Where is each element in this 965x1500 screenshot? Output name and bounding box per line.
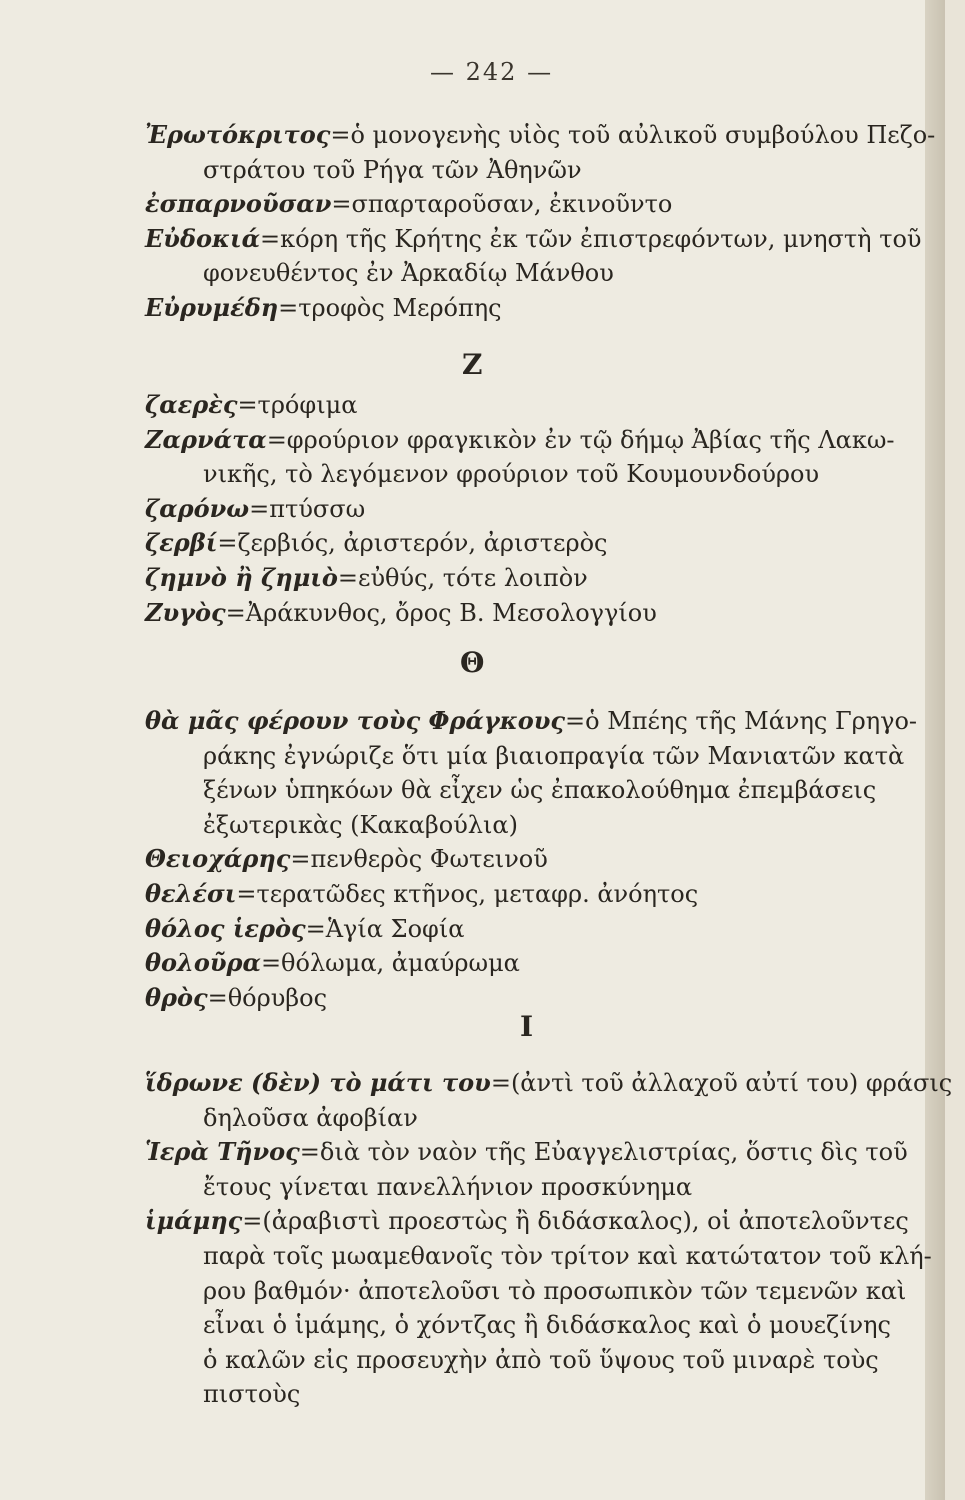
definition: =πτύσσω bbox=[249, 494, 366, 523]
definition: =τερατῶδες κτῆνος, μεταφρ. ἀνόητος bbox=[236, 879, 699, 908]
definition: =φρούριον φραγκικὸν ἐν τῷ δήμῳ Ἀβίας τῆς Λακω- bbox=[266, 425, 895, 454]
entry bbox=[145, 877, 905, 912]
definition: =διὰ τὸν ναὸν τῆς Εὐαγγελιστρίας, ὅστις δὶς τοῦ bbox=[299, 1138, 908, 1167]
definition: =πενθερὸς Φωτεινοῦ bbox=[290, 845, 548, 874]
entry bbox=[145, 842, 905, 877]
entry bbox=[145, 596, 905, 631]
definition-continuation: πιστοὺς bbox=[203, 1380, 301, 1409]
headword: Ζαρνάτα bbox=[145, 424, 267, 454]
definition-continuation: ὁ καλῶν εἰς προσευχὴν ἀπὸ τοῦ ὕψους τοῦ μιναρὲ τοὺς bbox=[203, 1345, 879, 1374]
entry bbox=[145, 118, 936, 153]
entry bbox=[145, 561, 905, 596]
headword: ζαερὲς bbox=[145, 390, 238, 419]
headword: ζημνὸ ἢ ζημιὸ bbox=[145, 562, 338, 592]
definition: =θόρυβος bbox=[207, 983, 328, 1012]
definition-continuation: δηλοῦσα ἀφοβίαν bbox=[203, 1103, 418, 1132]
entry bbox=[145, 704, 918, 739]
definition: =σπαρταροῦσαν, ἐκινοῦντο bbox=[331, 190, 673, 219]
definition-continuation: εἶναι ὁ ἱμάμης, ὁ χόντζας ἢ διδάσκαλος καὶ ὁ μουεζίνης bbox=[203, 1311, 891, 1340]
definition: =(ἀντὶ τοῦ ἀλλαχοῦ αὐτί του) φράσις bbox=[490, 1069, 953, 1097]
definition-continuation: παρὰ τοῖς μωαμεθανοῖς τὸν τρίτον καὶ κατώτατον τοῦ κλή- bbox=[203, 1241, 932, 1270]
definition: =θόλωμα, ἀμαύρωμα bbox=[260, 949, 520, 978]
entries-theta bbox=[145, 704, 918, 1015]
headword: Ἐρωτόκριτος bbox=[145, 120, 331, 149]
entry bbox=[145, 912, 905, 947]
definition-continuation: ἔτους γίνεται πανελλήνιον προσκύνημα bbox=[203, 1172, 693, 1201]
page-edge bbox=[925, 0, 945, 1500]
definition: =(ἀραβιστὶ προεστὼς ἢ διδάσκαλος), οἱ ἀποτελοῦντες bbox=[242, 1207, 909, 1236]
definition: =ζερβιός, ἀριστερόν, ἀριστερὸς bbox=[217, 529, 608, 558]
headword: θὰ μᾶς φέρουν τοὺς Φράγκους bbox=[145, 706, 565, 735]
definition: =τρόφιμα bbox=[237, 391, 358, 419]
section-letter-zeta: Ζ bbox=[462, 348, 483, 381]
entry bbox=[145, 1066, 953, 1101]
headword: Θειοχάρης bbox=[145, 844, 291, 874]
entries-z bbox=[145, 388, 905, 630]
headword: ἐσπαρνοῦσαν bbox=[145, 189, 332, 219]
headword: Ζυγὸς bbox=[145, 597, 226, 627]
definition: =τροφὸς Μερόπης bbox=[278, 293, 502, 322]
page-number: — 242 — bbox=[430, 58, 554, 86]
headword: ζαρόνω bbox=[145, 493, 250, 523]
entry bbox=[145, 291, 905, 326]
entry bbox=[145, 1204, 909, 1239]
definition: =ὁ μονογενὴς υἱὸς τοῦ αὐλικοῦ συμβούλου Πεζο- bbox=[330, 121, 936, 149]
headword: ἵδρωνε (δὲν) τὸ μάτι του bbox=[145, 1068, 491, 1097]
entry bbox=[145, 946, 905, 981]
entry bbox=[145, 492, 905, 527]
headword: θρὸς bbox=[145, 982, 208, 1012]
headword: ζερβί bbox=[145, 528, 218, 558]
entry bbox=[145, 187, 905, 222]
definition-continuation: ράκης ἐγνώριζε ὅτι μία βιαιοπραγία τῶν Μανιατῶν κατὰ bbox=[203, 741, 905, 770]
definition-continuation: στράτου τοῦ Ρήγα τῶν Ἀθηνῶν bbox=[203, 155, 582, 184]
headword: Εὐδοκιά bbox=[145, 223, 261, 253]
definition: =Ἀράκυνθος, ὄρος Β. Μεσολογγίου bbox=[225, 598, 657, 627]
headword: Εὐρυμέδη bbox=[145, 292, 279, 322]
definition: =ὁ Μπέης τῆς Μάνης Γρηγο- bbox=[565, 707, 918, 735]
entry bbox=[145, 526, 905, 561]
definition-continuation: φονευθέντος ἐν Ἀρκαδίῳ Μάνθου bbox=[203, 259, 614, 288]
definition: =Ἁγία Σοφία bbox=[305, 914, 465, 943]
section-letter-theta: Θ bbox=[460, 646, 485, 679]
entries-iota bbox=[145, 1066, 953, 1412]
headword: Ἱερὰ Τῆνος bbox=[145, 1137, 300, 1167]
headword: θολοῦρα bbox=[145, 948, 261, 978]
entry bbox=[145, 1135, 908, 1170]
entry bbox=[145, 222, 922, 257]
definition: =κόρη τῆς Κρήτης ἐκ τῶν ἐπιστρεφόντων, μνηστὴ τοῦ bbox=[260, 224, 922, 253]
entry bbox=[145, 423, 905, 458]
entries-e bbox=[145, 118, 936, 326]
headword: ἱμάμης bbox=[145, 1206, 243, 1236]
definition: =εὐθύς, τότε λοιπὸν bbox=[337, 563, 588, 592]
headword: θελέσι bbox=[145, 878, 237, 908]
definition-continuation: ρου βαθμόν· ἀποτελοῦσι τὸ προσωπικὸν τῶν τεμενῶν καὶ bbox=[203, 1276, 907, 1305]
section-letter-iota: Ι bbox=[520, 1010, 534, 1043]
definition-continuation: ἐξωτερικὰς (Κακαβούλια) bbox=[203, 810, 518, 839]
definition-continuation: νικῆς, τὸ λεγόμενον φρούριον τοῦ Κουμουνδούρου bbox=[203, 460, 820, 489]
entry bbox=[145, 388, 905, 423]
headword: θόλος ἱερὸς bbox=[145, 913, 306, 943]
definition-continuation: ξένων ὑπηκόων θὰ εἶχεν ὡς ἐπακολούθημα ἐπεμβάσεις bbox=[203, 776, 877, 805]
